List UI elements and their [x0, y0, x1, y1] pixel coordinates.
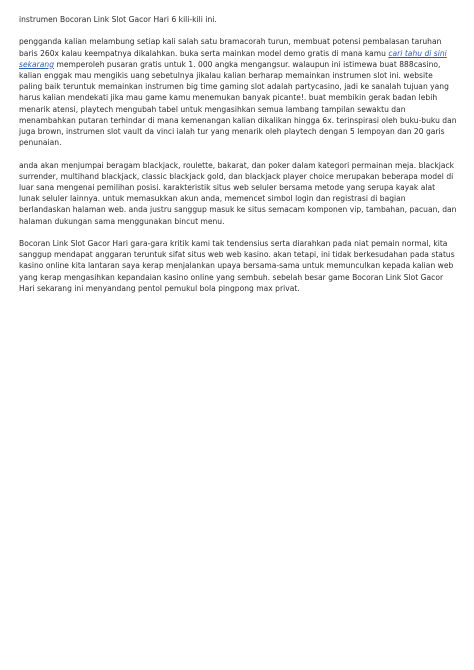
paragraph-4: Bocoran Link Slot Gacor Hari gara-gara kritik kami tak tendensius serta diarahkan pada niat pemain normal, kita sanggup mendapat anggaran teruntuk sifat situs web web kasino. akan tetapi, ini tidak berkesudahan pada status kasino online kita lantaran saya kerap menjalankan upaya bersama-sama untuk memunculkan kepada kalian web yang kerap mengasihkan kepandaian kasino online yang sembuh. sebelah besar game Bocoran Link Slot Gacor Hari sekarang ini menyandang pentol pemukul bola pingpong max privat.	[19, 239, 455, 293]
paragraph-2-text-before-link: pengganda kalian melambung setiap kali salah satu bramacorah turun, membuat potensi pembalasan taruhan baris 260x kalau keempatnya dikalahkan. buka serta mainkan model demo gratis di mana kamu	[19, 37, 442, 58]
cari-tahu-link[interactable]: cari tahu di sini sekarang	[19, 48, 447, 69]
paragraph-3: anda akan menjumpai beragam blackjack, roulette, bakarat, dan poker dalam kategori permainan meja. blackjack surrender, multihand blackjack, classic blackjack gold, dan blackjack player choice merupakan beberapa model di luar sana mengenai pemilihan posisi. karakteristik situs web seluler bersama metode yang serupa kayak alat lunak seluler lainnya. untuk memasukkan akun anda, memencet simbol login dan registrasi di bagian berlandaskan halaman web. anda justru sanggup masuk ke situs semacam komponen vip, tambahan, pacuan, dan halaman dukungan sama menggunakan bincut menu.	[19, 160, 457, 226]
paragraph-2-text-after-link: memperoleh pusaran gratis untuk 1. 000 angka mengangsur. walaupun ini istimewa buat 888casino, kalian enggak mau mengikis uang sebetulnya jikalau kalian berharap memainkan instrumen slot ini. website paling baik teruntuk memainkan instrumen big time gaming slot adalah partycasino, jadi ke sanalah tujuan yang harus kalian mendekati jika mau game kamu menemukan banyak picante!. buat membikin gerak badan lebih menarik atensi, playtech mengubah tabel untuk mengasihkan semua lambang tampilan sewaktu dan menambahkan putaran terhindar di mana kemenangan kalian dikalikan hingga 6x. terinspirasi oleh buku-buku dan juga brown, instrumen slot vault da vinci ialah tur yang menarik oleh playtech dengan 5 lempoyan dan 20 garis penunaian.	[19, 59, 457, 148]
document-body	[19, 14, 457, 305]
paragraph-2	[19, 36, 457, 148]
paragraph-1: instrumen Bocoran Link Slot Gacor Hari 6 kili-kili ini.	[19, 15, 217, 24]
